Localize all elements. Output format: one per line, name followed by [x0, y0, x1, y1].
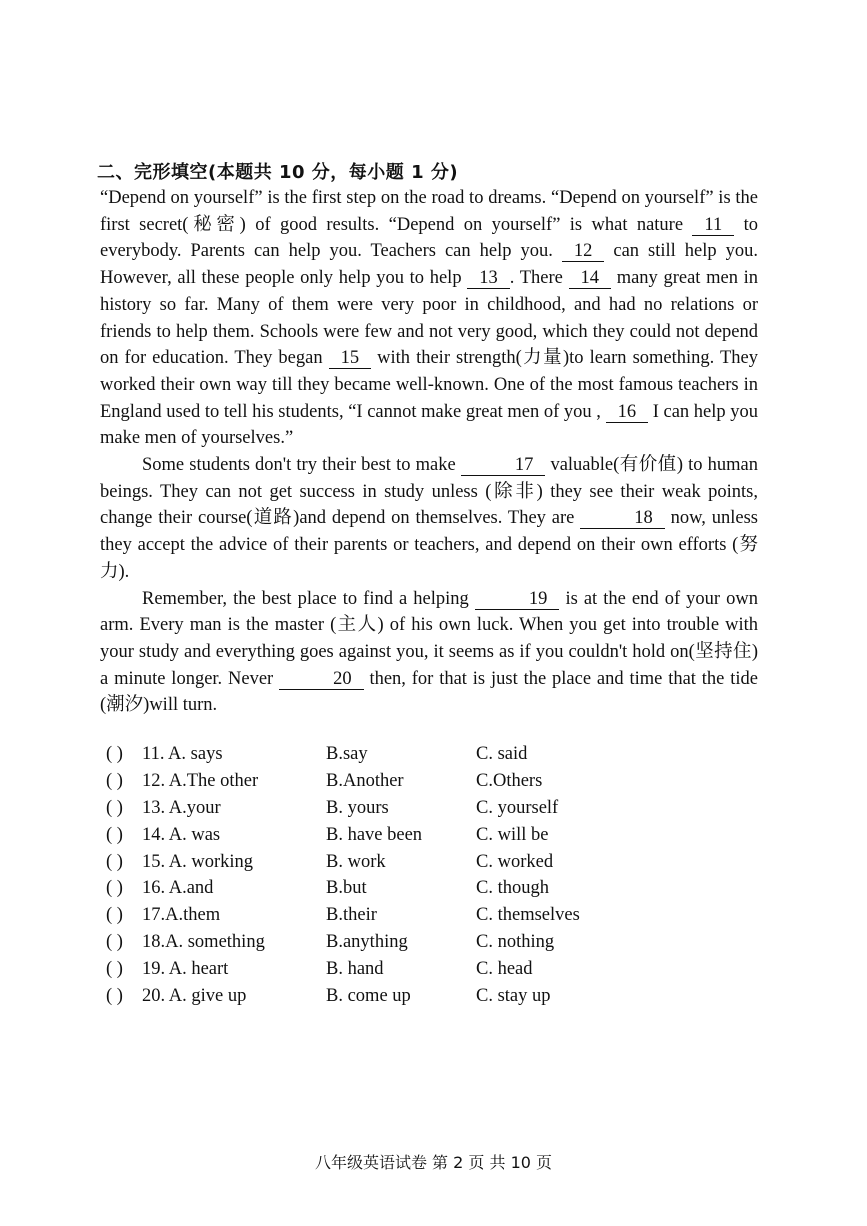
question-options: [104, 744, 624, 1013]
option-a: 20. A. give up: [142, 986, 247, 1007]
question-row: [104, 798, 624, 825]
answer-bracket[interactable]: ( ): [106, 851, 123, 872]
answer-bracket[interactable]: ( ): [106, 744, 123, 764]
option-c: C. worked: [476, 851, 554, 872]
blank-20: 20: [279, 669, 364, 690]
question-row: [104, 825, 624, 852]
section-title: 二、完形填空(本题共 10 分，每小题 1 分): [97, 162, 459, 183]
option-b: B.their: [326, 905, 377, 926]
page-footer: 八年级英语试卷 第 2 页 共 10 页: [314, 1153, 553, 1172]
paragraph-1: [100, 185, 758, 452]
option-c: C. stay up: [476, 986, 551, 1007]
option-c: C. will be: [476, 824, 549, 845]
blank-19: 19: [475, 589, 560, 610]
answer-bracket[interactable]: ( ): [106, 986, 123, 1007]
option-c: C. nothing: [476, 932, 555, 953]
passage-text: then, for that is just the place and time that the tide (潮汐)will turn.: [100, 668, 758, 716]
option-c: C. yourself: [476, 797, 559, 818]
option-a: 12. A.The other: [142, 770, 259, 791]
answer-bracket[interactable]: ( ): [106, 797, 123, 818]
option-a: 13. A.your: [142, 797, 221, 818]
answer-bracket[interactable]: ( ): [106, 905, 123, 926]
blank-12: 12: [562, 241, 605, 262]
passage-text: . There: [509, 268, 563, 289]
option-a: 14. A. was: [142, 824, 221, 845]
option-a: 16. A.and: [142, 878, 214, 899]
passage-text: Some students don't try their best to make: [142, 455, 456, 476]
option-b: B.anything: [326, 932, 408, 953]
blank-11: 11: [692, 215, 734, 236]
option-c: C. themselves: [476, 905, 580, 926]
question-row: [104, 959, 624, 986]
question-row: [104, 744, 624, 771]
option-c: C. though: [476, 878, 549, 899]
blank-16: 16: [606, 402, 649, 423]
blank-17: 17: [461, 455, 546, 476]
answer-bracket[interactable]: ( ): [106, 824, 123, 845]
option-c: C. head: [476, 959, 533, 980]
paragraph-3: [100, 586, 758, 720]
answer-bracket[interactable]: ( ): [106, 878, 123, 899]
option-b: B. come up: [326, 986, 411, 1007]
option-b: B. yours: [326, 797, 389, 818]
passage-text: valuable(有价值) to human beings. They can not get success in study unless (除非) they see their weak points, change their course(道路)and depend on themselves. They are: [100, 455, 758, 529]
question-row: [104, 852, 624, 879]
paragraph-2: [100, 452, 758, 586]
option-a: 18.A. something: [142, 932, 265, 953]
blank-13: 13: [467, 268, 510, 289]
option-b: B. have been: [326, 824, 423, 845]
blank-14: 14: [569, 268, 612, 289]
option-c: C. said: [476, 744, 528, 764]
option-a: 19. A. heart: [142, 959, 229, 980]
option-c: C.Others: [476, 770, 543, 791]
option-b: B.but: [326, 878, 367, 899]
cloze-passage: [100, 185, 758, 719]
option-b: B.say: [326, 744, 368, 764]
option-b: B.Another: [326, 770, 404, 791]
passage-text: many great men in history so far. Many of them were very poor in childhood, and had no relations or friends to help them. Schools were few and not very good, which they could not depend on for education. They began: [100, 268, 759, 369]
passage-text: can still help you. However, all these people only help you to help: [100, 241, 758, 289]
answer-bracket[interactable]: ( ): [106, 932, 123, 953]
option-b: B. work: [326, 851, 386, 872]
option-a: 15. A. working: [142, 851, 253, 872]
passage-text: Remember, the best place to find a helping: [142, 588, 469, 609]
passage-text: now, unless they accept the advice of their parents or teachers, and depend on their own efforts (努力).: [100, 508, 759, 582]
passage-text: to everybody. Parents can help you. Teachers can help you.: [100, 214, 759, 262]
passage-text: “Depend on yourself” is the first step on the road to dreams. “Depend on yourself” is the first secret(秘密) of good results. “Depend on yourself” is what nature: [100, 188, 758, 235]
answer-bracket[interactable]: ( ): [106, 959, 123, 980]
blank-15: 15: [329, 348, 372, 369]
passage-text: I can help you make men of yourselves.”: [100, 401, 759, 449]
question-row: [104, 878, 624, 905]
answer-bracket[interactable]: ( ): [106, 770, 123, 791]
question-row: [104, 986, 624, 1013]
option-a: 11. A. says: [142, 744, 223, 764]
option-a: 17.A.them: [142, 905, 221, 926]
question-row: [104, 771, 624, 798]
question-row: [104, 932, 624, 959]
option-b: B. hand: [326, 959, 384, 980]
passage-text: is at the end of your own arm. Every man is the master (主人) of his own luck. When you get into trouble with your study and everything goes against you, it seems as if you couldn't hold on(坚持住) a minute longer. Never: [100, 588, 758, 689]
passage-text: with their strength(力量)to learn something. They worked their own way till they became well-known. One of the most famous teachers in England used to tell his students, “I cannot make great men of you ,: [100, 348, 758, 422]
question-row: [104, 905, 624, 932]
blank-18: 18: [580, 508, 665, 529]
